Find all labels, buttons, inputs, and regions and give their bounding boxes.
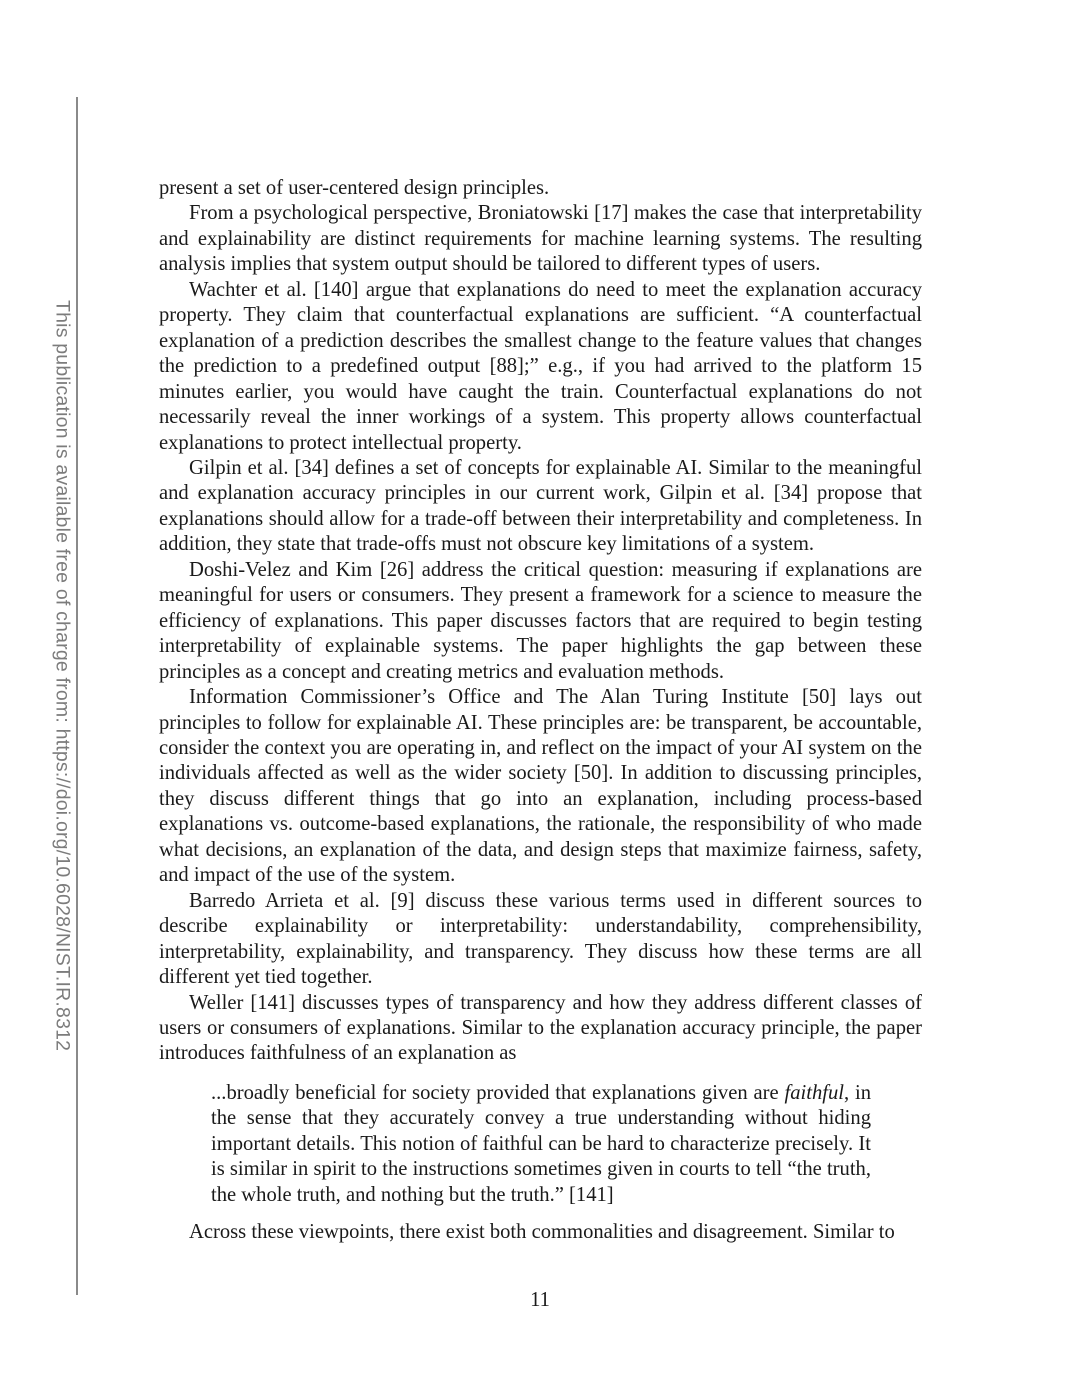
blockquote-text: , in the sense that they accurately convey a true understanding without hiding important details. This notion of faithful can be hard to characterize precisely. It is similar in spirit to the instructions sometimes given in courts to tell “the truth, the whole truth, and nothing but the truth.” [141] (211, 1081, 871, 1206)
paragraph: Weller [141] discusses types of transparency and how they address different classes of users or consumers of explanations. Similar to the explanation accuracy principle, the paper introduces faithfulness of an explanation as (159, 991, 922, 1065)
blockquote-text: ...broadly beneficial for society provided that explanations given are (211, 1081, 785, 1104)
body-text (159, 176, 922, 1246)
paragraph: Doshi-Velez and Kim [26] address the critical question: measuring if explanations are meaningful for users or consumers. They present a framework for a science to measure the efficiency of explanations. This paper discusses factors that are required to begin testing interpretability of explainable systems. The paper highlights the gap between these principles as a concept and creating metrics and evaluation methods. (159, 558, 922, 683)
availability-note: This publication is available free of charge from: https://doi.org/10.6028/NIST.IR.8312 (51, 300, 74, 1052)
blockquote (211, 1081, 871, 1208)
paragraph: Gilpin et al. [34] defines a set of concepts for explainable AI. Similar to the meaningful and explanation accuracy principles in our current work, Gilpin et al. [34] propose that explanations should allow for a trade-off between their interpretability and completeness. In addition, they state that trade-offs must not obscure key limitations of a system. (159, 456, 922, 556)
blockquote-emphasis: faithful (784, 1081, 844, 1104)
paragraph: Across these viewpoints, there exist both commonalities and disagreement. Similar to (189, 1221, 895, 1244)
paragraph: Information Commissioner’s Office and The Alan Turing Institute [50] lays out principles to follow for explainable AI. These principles are: be transparent, be accountable, consider the context you are operating in, and reflect on the impact of your AI system on the individuals affected as well as the wider society [50]. In addition to discussing principles, they discuss different things that go into an explanation, including process-based explanations vs. outcome-based explanations, the rationale, the responsibility of who made what decisions, an explanation of the data, and design steps that maximize fairness, safety, and impact of the use of the system. (159, 686, 922, 887)
paragraph: Barredo Arrieta et al. [9] discuss these various terms used in different sources to describe explainability or interpretability: understandability, comprehensibility, interpretability, explainability, and transparency. They discuss how these terms are all different yet tied together. (159, 889, 922, 989)
paragraph: present a set of user-centered design principles. (159, 177, 550, 199)
margin-rule (76, 97, 78, 1295)
page-number: 11 (530, 1289, 550, 1311)
paragraph: Wachter et al. [140] argue that explanations do need to meet the explanation accuracy property. They claim that counterfactual explanations are sufficient. “A counterfactual explanation of a prediction describes the smallest change to the feature values that changes the prediction to a predefined output [88];” e.g., if you had arrived to the platform 15 minutes earlier, you would have caught the train. Counterfactual explanations do not necessarily reveal the inner workings of a system. This property allows counterfactual explanations to protect intellectual property. (159, 278, 922, 454)
paragraph: From a psychological perspective, Broniatowski [17] makes the case that interpretability and explainability are distinct requirements for machine learning systems. The resulting analysis implies that system output should be tailored to different types of users. (159, 202, 922, 276)
